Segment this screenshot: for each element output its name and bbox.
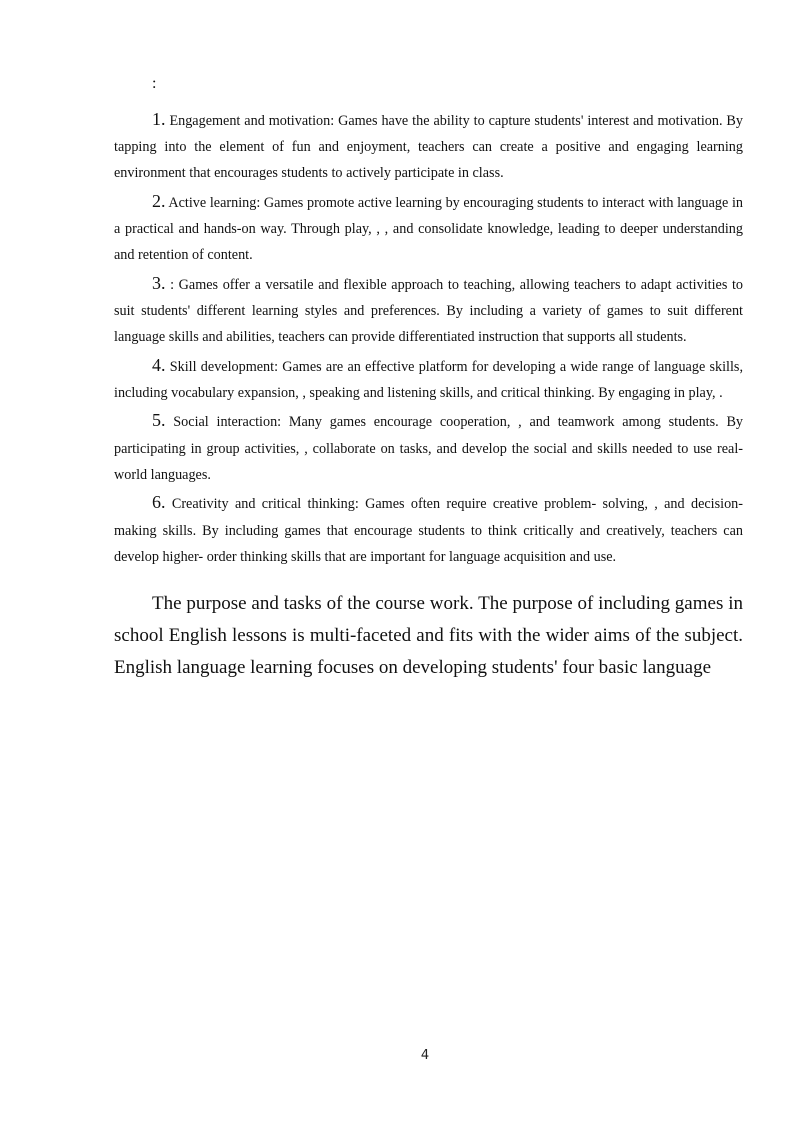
list-item: [114, 188, 743, 269]
list-item-number: 2.: [152, 190, 166, 211]
list-item-text: Social interaction: Many games encourage cooperation, , and teamwork among students. By participating in group activities, , collaborate on tasks, and develop the social and skills needed to use real-world languages.: [114, 414, 744, 483]
list-item: [114, 270, 743, 351]
intro-colon: :: [152, 75, 157, 92]
list-item-number: 6.: [152, 492, 166, 513]
page-number: 4: [420, 1048, 430, 1063]
list-item: [114, 352, 743, 406]
list-item-number: 3.: [152, 272, 166, 293]
closing-paragraph: The purpose and tasks of the course work. The purpose of including games in school English lessons is multi-faceted and fits with the wider aims of the subject. English language learning focuses on developing students' four basic language: [114, 593, 743, 678]
list-item-text: Active learning: Games promote active learning by encouraging students to interact with language in a practical and hands-on way. Through play, , , and consolidate knowledge, leading to deeper understanding and retention of content.: [114, 194, 743, 264]
list-item: [114, 489, 743, 570]
list-item-text: Engagement and motivation: Games have the ability to capture students' interest and motivation. By tapping into the element of fun and enjoyment, teachers can create a positive and engaging learning environment that encourages students to actively participate in class.: [114, 113, 743, 182]
list-item: [114, 106, 743, 187]
list-item-text: Creativity and critical thinking: Games often require creative problem- solving, , and decision-making skills. By including games that encourage students to think critically and creatively, teachers can develop higher- order thinking skills that are important for language acquisition and use.: [114, 496, 743, 565]
list-item-number: 4.: [152, 354, 166, 375]
list-item-text: : Games offer a versatile and flexible approach to teaching, allowing teachers to adapt activities to suit students' different learning styles and preferences. By including a variety of games to suit different language skills and abilities, teachers can provide differentiated instruction that supports all students.: [114, 276, 743, 346]
list-item-number: 5.: [152, 410, 166, 431]
list-item-number: 1.: [152, 109, 166, 129]
list-item-text: Skill development: Games are an effective platform for developing a wide range of language skills, including vocabulary expansion, , speaking and listening skills, and critical thinking. By engaging in play, .: [114, 358, 743, 401]
list-item: [114, 407, 743, 488]
numbered-list: [114, 106, 743, 571]
